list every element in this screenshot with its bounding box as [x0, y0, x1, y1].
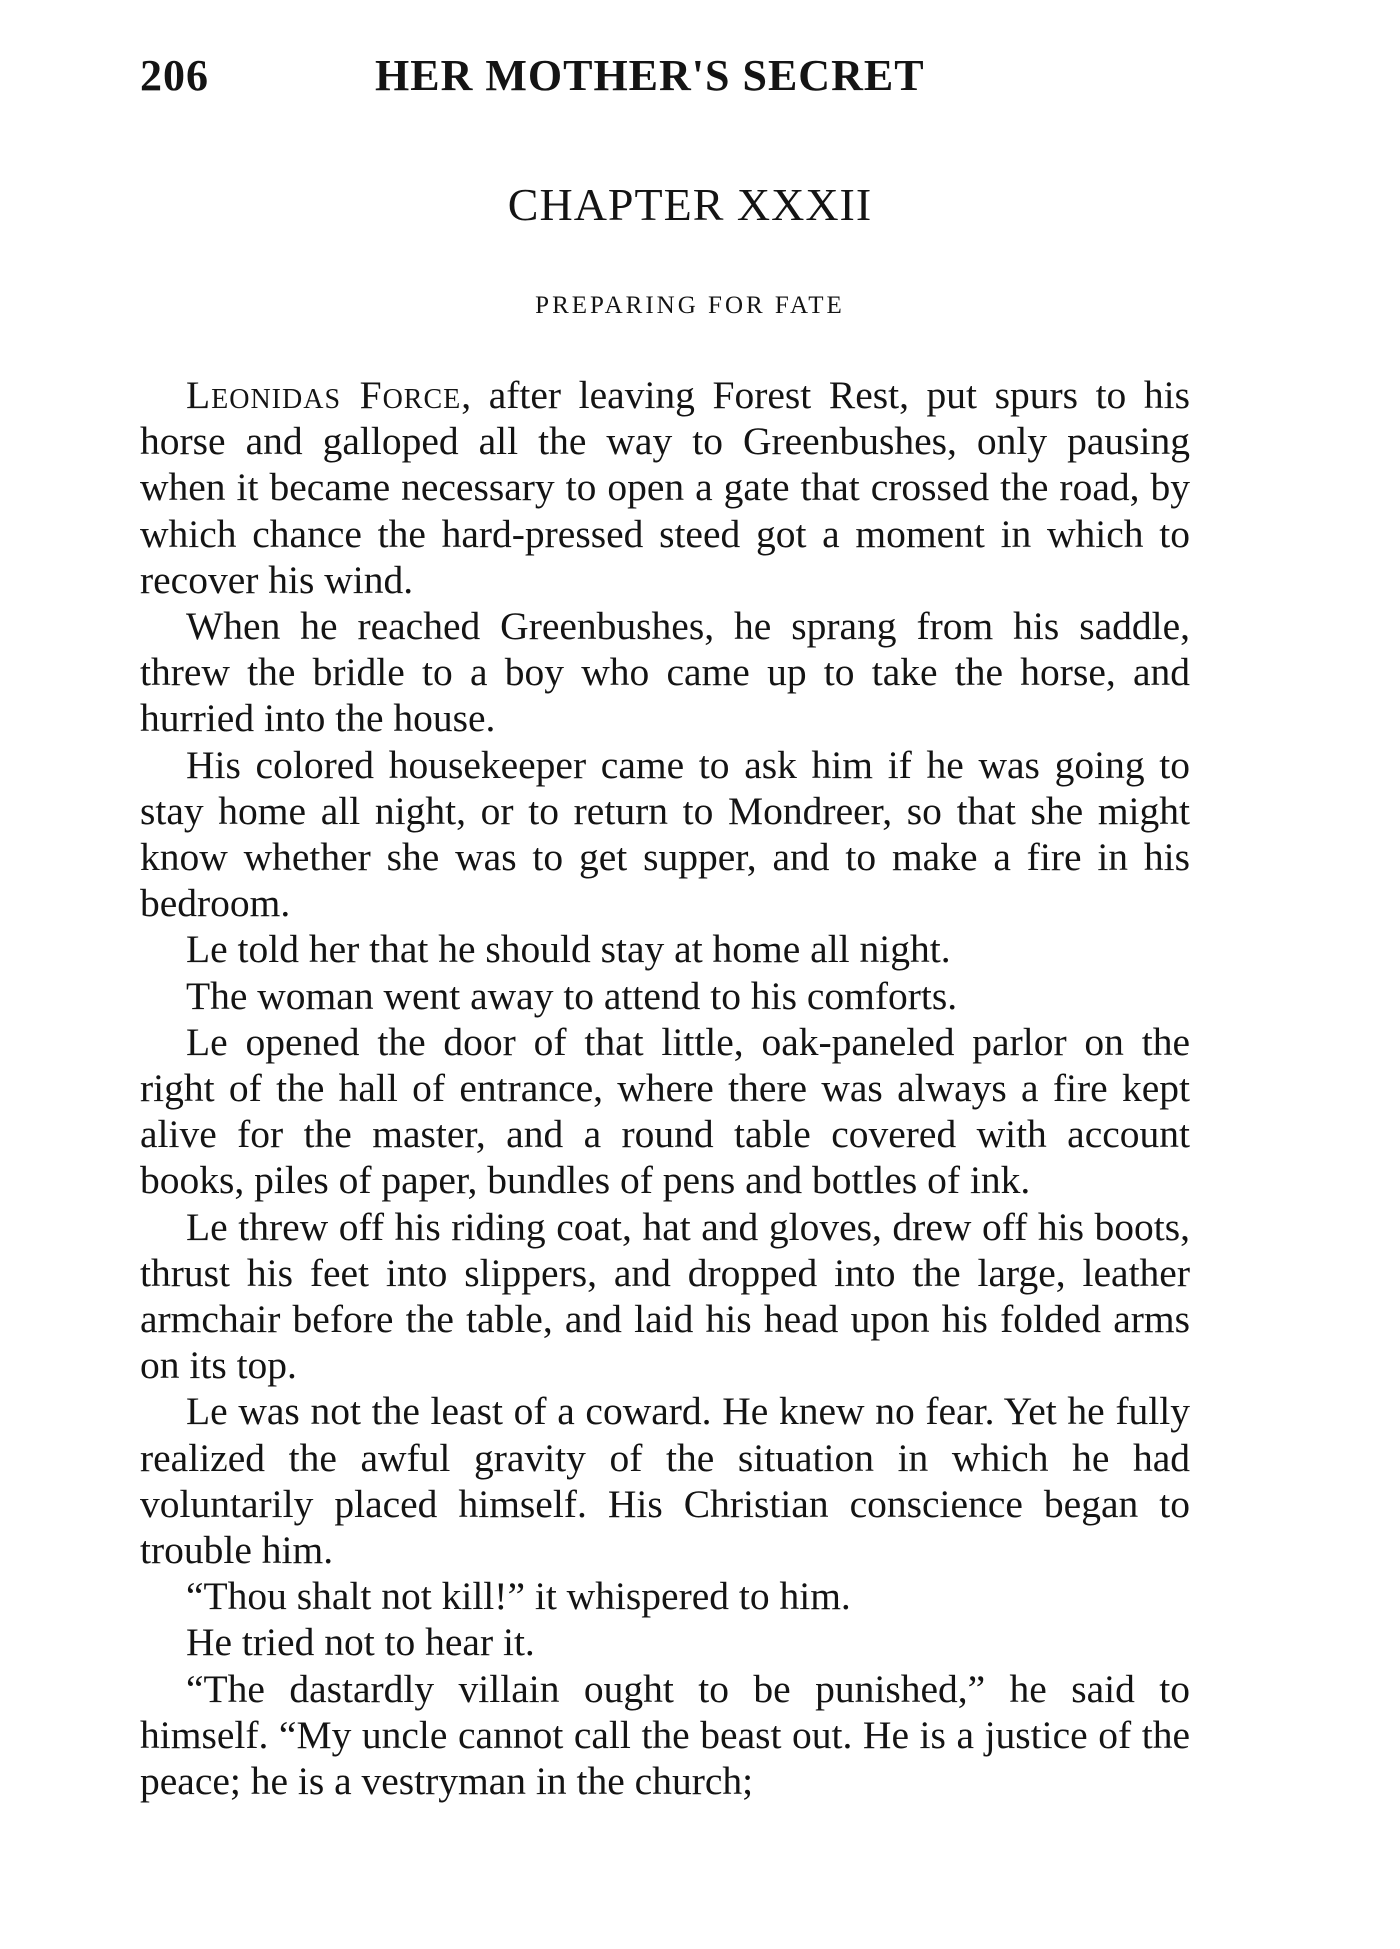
paragraph: When he reached Greenbushes, he sprang from his saddle, threw the bridle to a boy who came up to take the horse, and hurried into the house. — [140, 604, 1190, 741]
paragraph — [140, 372, 1190, 603]
chapter-heading: CHAPTER XXXII — [507, 179, 873, 230]
lead-name: Leonidas Force — [186, 373, 462, 417]
paragraph: Le was not the least of a coward. He knew no fear. Yet he fully realized the awful gravity of the situation in which he had voluntarily placed himself. His Christian conscience began to trouble him. — [140, 1389, 1190, 1573]
page-number: 206 — [140, 51, 209, 100]
running-head — [140, 50, 1190, 110]
paragraph: Le told her that he should stay at home all night. — [186, 927, 951, 972]
paragraph: “The dastardly villain ought to be punished,” he said to himself. “My uncle cannot call the beast out. He is a justice of the peace; he is a vestryman in the church; — [140, 1666, 1190, 1804]
running-title: HER MOTHER'S SECRET — [375, 51, 925, 100]
paragraph: “Thou shalt not kill!” it whispered to him. — [186, 1574, 851, 1619]
body-text — [140, 372, 1190, 1804]
paragraph: The woman went away to attend to his comforts. — [186, 973, 958, 1018]
paragraph: He tried not to hear it. — [186, 1620, 535, 1665]
paragraph: Le threw off his riding coat, hat and gloves, drew off his boots, thrust his feet into slippers, and dropped into the large, leather armchair before the table, and laid his head upon his folded arms on its top. — [140, 1204, 1190, 1388]
paragraph: His colored housekeeper came to ask him if he was going to stay home all night, or to return to Mondreer, so that she might know whether she was to get supper, and to make a fire in his bedroom. — [140, 742, 1190, 926]
paragraph-text: , after leaving Forest Rest, put spurs to his horse and galloped all the way to Greenbushes, only pausing when it became necessary to open a gate that crossed the road, by which chance the hard-pressed steed got a moment in which to recover his wind. — [140, 373, 1190, 602]
chapter-subtitle: PREPARING FOR FATE — [535, 292, 845, 319]
paragraph: Le opened the door of that little, oak-paneled parlor on the right of the hall of entrance, where there was always a fire kept alive for the master, and a round table covered with account books, piles of paper, bundles of pens and bottles of ink. — [140, 1019, 1190, 1203]
